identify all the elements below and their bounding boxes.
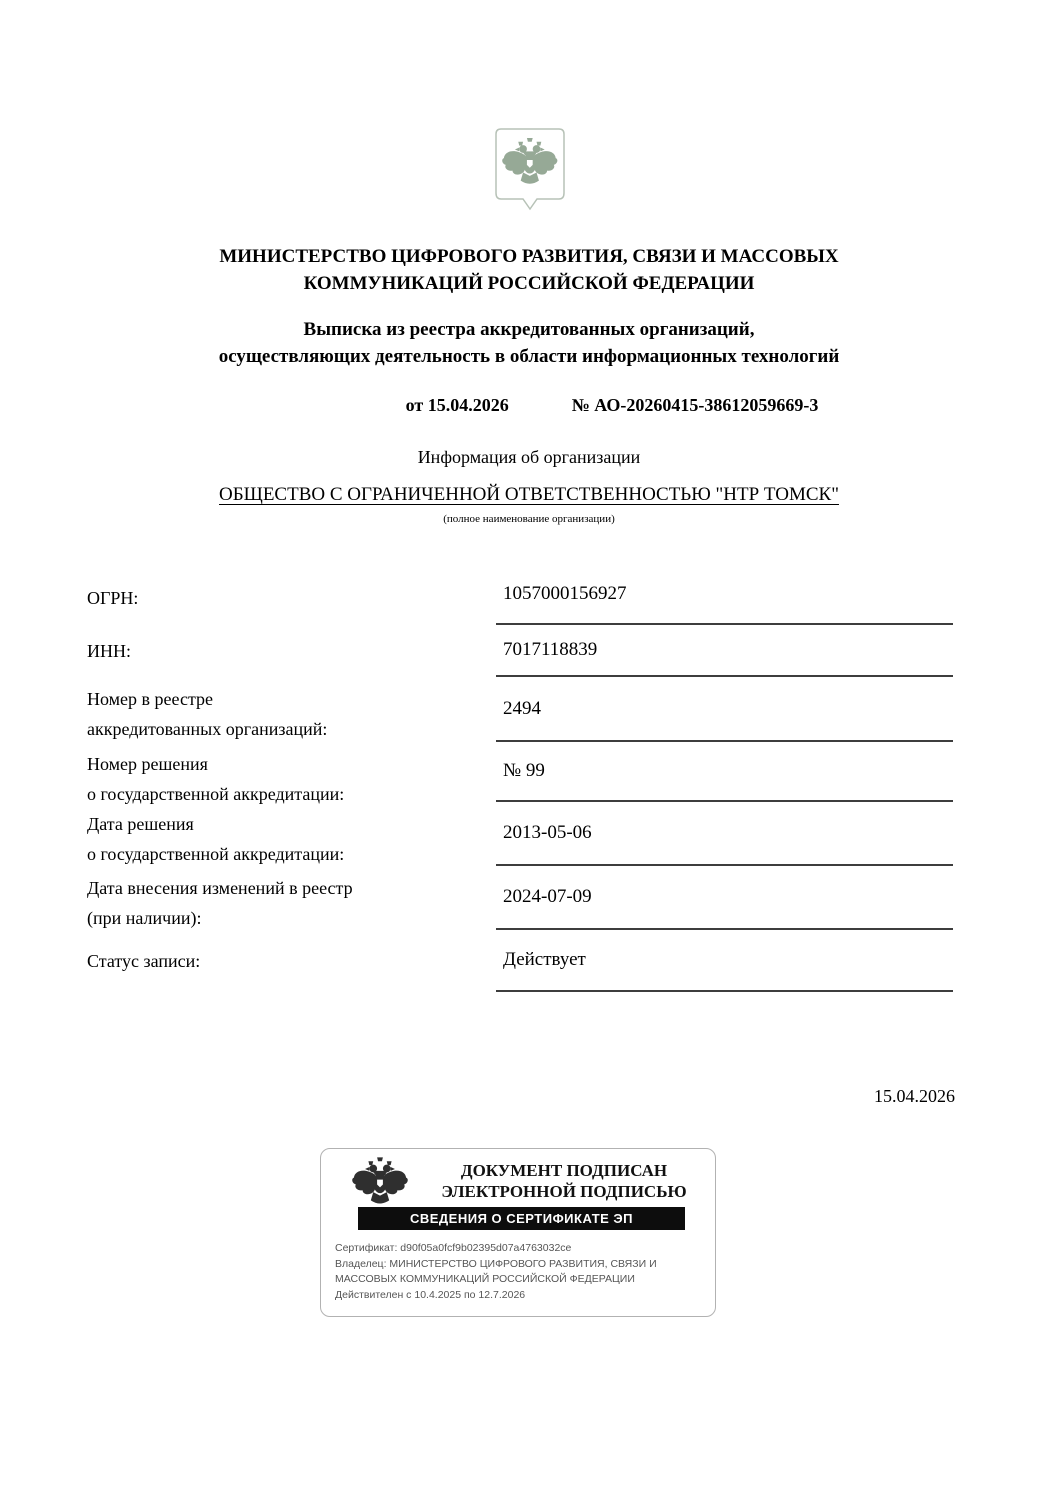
cert-line-owner2: МАССОВЫХ КОММУНИКАЦИЙ РОССИЙСКОЙ ФЕДЕРАЦИИ: [335, 1273, 635, 1285]
field-value: 7017118839: [496, 625, 953, 677]
footer-date: 15.04.2026: [874, 1086, 955, 1106]
russia-coat-of-arms-icon: [495, 128, 565, 217]
signature-stamp: [320, 1148, 716, 1317]
doc-date: от 15.04.2026: [405, 395, 509, 415]
certificate-details: [335, 1241, 705, 1303]
field-value: 1057000156927: [496, 575, 953, 625]
extract-title-line1: Выписка из реестра аккредитованных организаций,: [303, 319, 755, 340]
ministry-title-line1: МИНИСТЕРСТВО ЦИФРОВОГО РАЗВИТИЯ, СВЯЗИ И МАССОВЫХ: [219, 246, 839, 267]
field-label: Дата решения о государственной аккредитации:: [87, 814, 345, 864]
field-value: Действует: [496, 930, 953, 992]
field-row-ogrn: [87, 575, 953, 625]
cert-line-owner: Владелец: МИНИСТЕРСТВО ЦИФРОВОГО РАЗВИТИЯ, СВЯЗИ И: [335, 1257, 657, 1270]
extract-title-line2: осуществляющих деятельность в области информационных технологий: [218, 346, 840, 367]
extract-title: [0, 316, 1058, 370]
field-value: 2024-07-09: [496, 866, 953, 930]
ministry-title-line2: КОММУНИКАЦИЙ РОССИЙСКОЙ ФЕДЕРАЦИИ: [303, 273, 755, 294]
stamp-title: [421, 1160, 707, 1202]
field-row-change-date: [87, 866, 953, 930]
field-row-registry-number: [87, 677, 953, 742]
field-label: ИНН:: [87, 641, 131, 661]
field-label: Номер в реестре аккредитованных организаций:: [87, 689, 328, 739]
stamp-title-line1: ДОКУМЕНТ ПОДПИСАН: [460, 1161, 668, 1180]
field-row-inn: [87, 625, 953, 677]
ministry-title: [0, 243, 1058, 297]
cert-line-certificate: Сертификат: d90f05a0fcf9b02395d07a4763032ce: [335, 1242, 572, 1254]
field-row-status: [87, 930, 953, 992]
field-value: 2013-05-06: [496, 802, 953, 866]
field-label: Статус записи:: [87, 951, 201, 971]
stamp-title-line2: ЭЛЕКТРОННОЙ ПОДПИСЬЮ: [441, 1182, 687, 1201]
section-title: Информация об организации: [417, 447, 641, 467]
fields-table: [87, 575, 953, 992]
org-name-caption: (полное наименование организации): [443, 513, 615, 525]
field-label: ОГРН:: [87, 588, 139, 608]
field-row-decision-date: [87, 802, 953, 866]
doc-number: № АО-20260415-38612059669-3: [571, 395, 819, 415]
field-value: 2494: [496, 677, 953, 742]
field-row-decision-number: [87, 742, 953, 802]
cert-line-validity: Действителен с 10.4.2025 по 12.7.2026: [335, 1288, 526, 1301]
org-name: ОБЩЕСТВО С ОГРАНИЧЕННОЙ ОТВЕТСТВЕННОСТЬЮ "НТР ТОМСК": [219, 484, 839, 505]
certificate-info-bar: СВЕДЕНИЯ О СЕРТИФИКАТЕ ЭП: [358, 1207, 685, 1230]
field-value: № 99: [496, 742, 953, 802]
field-label: Номер решения о государственной аккредитации:: [87, 754, 345, 804]
field-label: Дата внесения изменений в реестр (при наличии):: [87, 878, 353, 928]
date-number-line: [83, 395, 1058, 416]
